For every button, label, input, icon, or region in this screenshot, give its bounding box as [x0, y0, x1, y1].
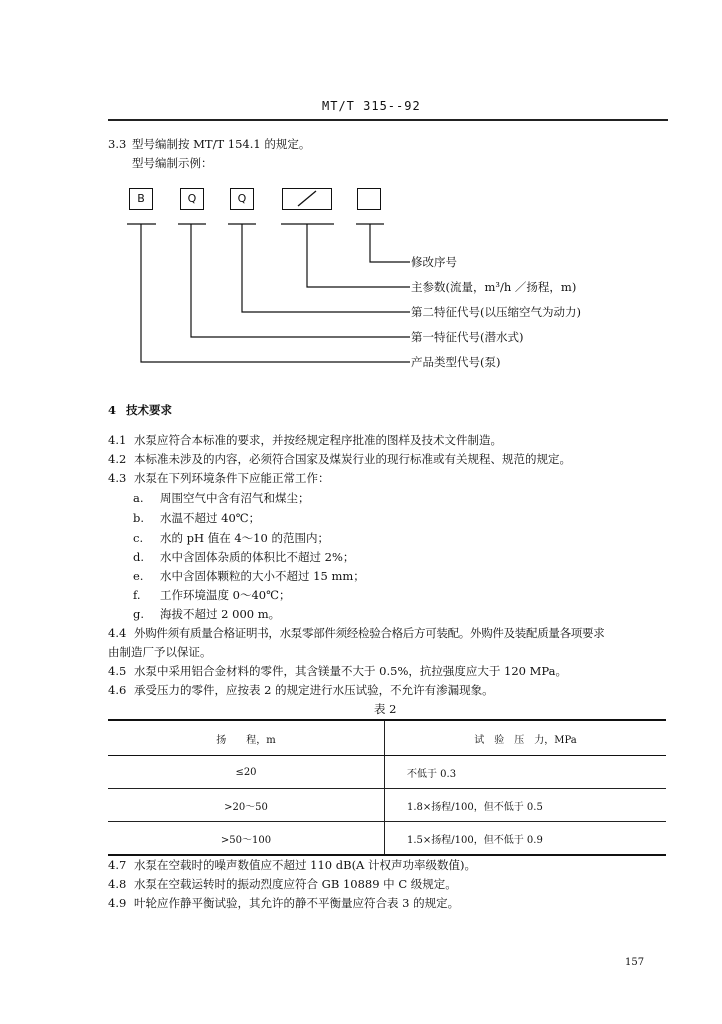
label-first-feature-code: 第一特征代号(潜水式) — [411, 330, 524, 344]
condition-text: 周围空气中含有沼气和煤尘； — [160, 491, 310, 505]
table-row — [108, 756, 666, 789]
condition-letter: d. — [133, 550, 145, 564]
item-4-5-text: 水泵中采用铝合金材料的零件，其含镁量不大于 0.5%，抗拉强度应大于 120 MPa。 — [134, 664, 567, 678]
condition-text: 海拔不超过 2 000 m。 — [160, 607, 281, 621]
table-2-caption: 表 2 — [374, 702, 397, 716]
model-box-q2: Q — [230, 188, 254, 210]
condition-letter: b. — [133, 511, 145, 525]
item-4-8-text: 水泵在空载运转时的振动烈度应符合 GB 10889 中 C 级规定。 — [134, 877, 457, 891]
condition-letter: e. — [133, 569, 144, 583]
model-example-label: 型号编制示例： — [132, 156, 213, 170]
standard-code-header: MT/T 315--92 — [322, 99, 421, 113]
item-4-7-text: 水泵在空载时的噪声数值应不超过 110 dB(A 计权声功率级数值)。 — [134, 858, 477, 872]
label-revision-number: 修改序号 — [411, 255, 457, 269]
item-4-6-text: 承受压力的零件，应按表 2 的规定进行水压试验，不允许有渗漏现象。 — [134, 683, 494, 697]
item-4-1-text: 水泵应符合本标准的要求，并按经规定程序批准的图样及技术文件制造。 — [134, 433, 502, 447]
label-product-type-code: 产品类型代号(泵) — [411, 355, 501, 369]
condition-text: 水中含固体杂质的体积比不超过 2%； — [160, 550, 355, 564]
cell-head-range: ≤20 — [108, 756, 385, 789]
condition-text: 水温不超过 40℃； — [160, 511, 261, 525]
condition-letter: c. — [133, 531, 144, 545]
item-4-4-number: 4.4 — [108, 626, 127, 640]
section-4-number: 4 — [108, 403, 117, 417]
item-4-5-number: 4.5 — [108, 664, 127, 678]
header-test-pressure: 试 验 压 力，MPa — [385, 720, 667, 756]
condition-text: 水的 pH 值在 4～10 的范围内； — [160, 531, 329, 545]
label-main-parameter: 主参数(流量，m³/h ／扬程，m) — [411, 280, 577, 294]
condition-text: 水中含固体颗粒的大小不超过 15 mm； — [160, 569, 365, 583]
label-second-feature-code: 第二特征代号(以压缩空气为动力) — [411, 305, 581, 319]
cell-test-pressure: 1.8×扬程/100，但不低于 0.5 — [385, 789, 667, 822]
item-4-3-text: 水泵在下列环境条件下应能正常工作： — [134, 471, 330, 485]
item-4-8-number: 4.8 — [108, 877, 127, 891]
condition-text: 工作环境温度 0～40℃； — [160, 588, 291, 602]
condition-letter: a. — [133, 491, 144, 505]
item-3-3-text: 型号编制按 MT/T 154.1 的规定。 — [132, 137, 311, 151]
diagram-connector-lines — [0, 0, 722, 380]
condition-letter: f. — [133, 588, 141, 602]
condition-letter: g. — [133, 607, 145, 621]
table-row — [108, 789, 666, 822]
item-4-4-text-line2: 由制造厂予以保证。 — [108, 645, 212, 659]
header-head-range: 扬 程，m — [108, 720, 385, 756]
item-4-9-number: 4.9 — [108, 896, 127, 910]
cell-test-pressure: 不低于 0.3 — [385, 756, 667, 789]
item-4-1-number: 4.1 — [108, 433, 127, 447]
item-4-7-number: 4.7 — [108, 858, 127, 872]
item-4-2-text: 本标准未涉及的内容，必须符合国家及煤炭行业的现行标准或有关规程、规范的规定。 — [134, 452, 571, 466]
item-4-4-text-line1: 外购件须有质量合格证明书，水泵零部件须经检验合格后方可装配。外购件及装配质量各项要求 — [134, 626, 605, 640]
item-3-3-number: 3.3 — [108, 137, 127, 151]
item-4-2-number: 4.2 — [108, 452, 127, 466]
cell-head-range: >20～50 — [108, 789, 385, 822]
table-row — [108, 822, 666, 856]
pressure-test-table — [108, 719, 666, 856]
item-4-9-text: 叶轮应作静平衡试验，其允许的静不平衡量应符合表 3 的规定。 — [134, 896, 460, 910]
cell-test-pressure: 1.5×扬程/100，但不低于 0.9 — [385, 822, 667, 856]
table-header-row — [108, 720, 666, 756]
item-4-6-number: 4.6 — [108, 683, 127, 697]
model-box-q1: Q — [180, 188, 204, 210]
section-4-title: 技术要求 — [126, 403, 172, 417]
page-number: 157 — [625, 957, 645, 968]
item-4-3-number: 4.3 — [108, 471, 127, 485]
cell-head-range: >50～100 — [108, 822, 385, 856]
model-box-b: B — [129, 188, 153, 210]
